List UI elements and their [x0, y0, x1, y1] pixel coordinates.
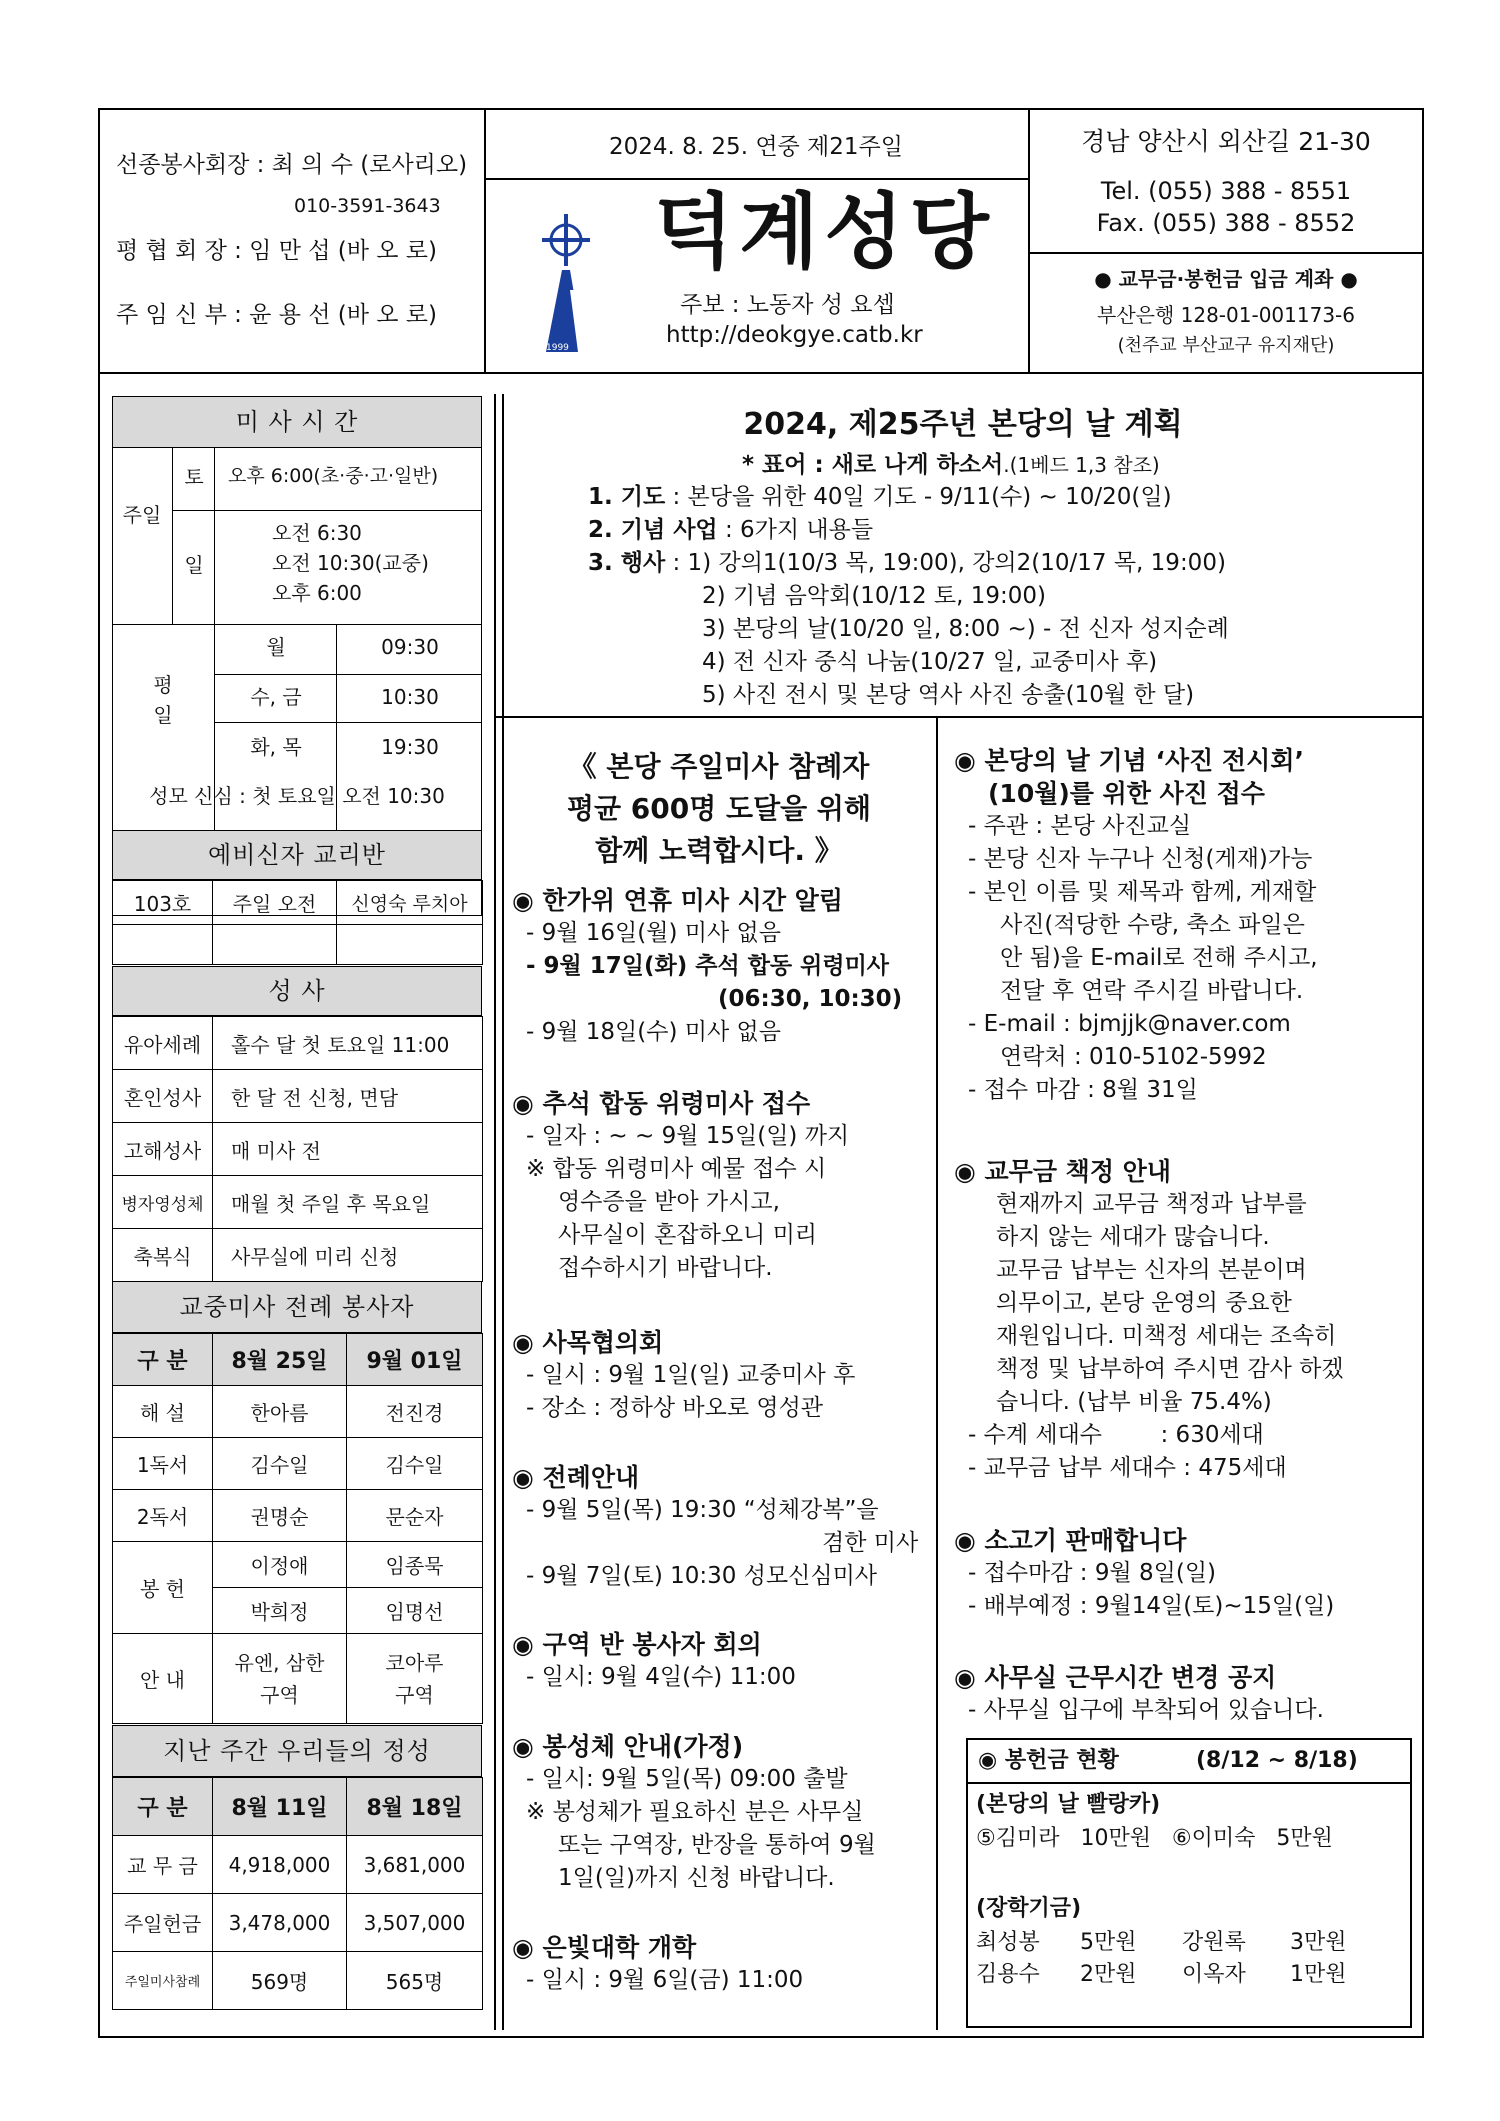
scholarship-amount: 3만원	[1290, 1930, 1347, 1955]
plan-event: 2) 기념 음악회(10/12 토, 19:00)	[702, 583, 1046, 609]
sunday-day-label: 일	[184, 553, 204, 577]
servers-head: 구 분	[113, 1334, 213, 1386]
notice-memorial-mass: ◉ 추석 합동 위령미사 접수 - 일자 : ~ ~ 9월 15일(일) 까지 ※ 합동 위령미사 예물 접수 시 영수증을 받아 가시고, 사무실이 혼잡하오니 미리 접수하시기 바랍니다.	[512, 1089, 850, 1281]
weekday-day: 수, 금	[250, 685, 302, 709]
offering-value: 3,507,000	[347, 1894, 483, 1952]
header-council-president: 평 협 회 장 : 임 만 섭 (바 오 로)	[116, 238, 437, 264]
church-url-link[interactable]: http://deokgye.catb.kr	[666, 322, 923, 348]
weekday-time: 19:30	[381, 735, 439, 759]
sacraments-table	[112, 1016, 483, 1282]
scholarship-amount: 2만원	[1080, 1962, 1137, 1987]
church-logo-icon	[532, 210, 600, 360]
sacrament-name: 축복식	[113, 1229, 213, 1282]
servers-head: 9월 01일	[347, 1334, 483, 1386]
notice-silver-college: ◉ 은빛대학 개학 - 일시 : 9월 6일(금) 11:00	[512, 1933, 804, 1993]
body-divider-left	[494, 394, 496, 2030]
notice-pastoral-council: ◉ 사목협의회 - 일시 : 9월 1일(일) 교중미사 후 - 장소 : 정하상 바오로 영성관	[512, 1328, 856, 1421]
notice-zone-meeting: ◉ 구역 반 봉사자 회의 - 일시: 9월 4일(수) 11:00	[512, 1630, 796, 1690]
server-name: 코아루	[385, 1650, 444, 1675]
weekday-day: 화, 목	[250, 735, 302, 759]
offering-status-period: (8/12 ~ 8/18)	[1196, 1748, 1358, 1773]
sacrament-desc: 사무실에 미리 신청	[213, 1229, 483, 1282]
saturday-label: 토	[184, 465, 204, 489]
catechumen-teacher: 신영숙 루치아	[337, 881, 483, 925]
offering-name: 주일헌금	[113, 1894, 213, 1952]
notice-office-hours: ◉ 사무실 근무시간 변경 공지 - 사무실 입구에 부착되어 있습니다.	[954, 1663, 1324, 1723]
notice-chuseok-mass: ◉ 한가위 연휴 미사 시간 알림 - 9월 16일(월) 미사 없음 - 9월 17일(화) 추석 합동 위령미사 (06:30, 10:30) - 9월 18일(수) 미사 없음	[512, 886, 903, 1045]
server-name: 유엔, 삼한	[234, 1650, 325, 1675]
header-president: 선종봉사회장 : 최 의 수 (로사리오)	[116, 152, 468, 178]
plan-event: 4) 전 신자 중식 나눔(10/27 일, 교중미사 후)	[702, 649, 1158, 675]
server-role: 1독서	[113, 1438, 213, 1490]
church-name-title: 덕계성당	[654, 185, 995, 280]
sunday-label: 주일	[122, 503, 162, 527]
server-name: 임명선	[347, 1588, 483, 1634]
scholarship-amount: 1만원	[1290, 1962, 1347, 1987]
offering-name: 주일미사참례	[113, 1952, 213, 2010]
sacrament-desc: 한 달 전 신청, 면담	[213, 1070, 483, 1123]
sacrament-name: 혼인성사	[113, 1070, 213, 1123]
sacraments-title: 성 사	[112, 966, 482, 1016]
account-number: 부산은행 128-01-001173-6	[1097, 303, 1355, 327]
servers-head: 8월 25일	[213, 1334, 347, 1386]
account-title: ● 교무금·봉헌금 입금 계좌 ●	[1094, 267, 1358, 291]
offering-value: 569명	[213, 1952, 347, 2010]
attendance-slogan: 《 본당 주일미사 참례자 평균 600명 도달을 위해 함께 노력합시다. 》	[566, 750, 872, 867]
server-name: 구역	[260, 1682, 299, 1707]
church-tel: Tel. (055) 388 - 8551	[1100, 177, 1352, 205]
servers-title: 교중미사 전례 봉사자	[112, 1281, 482, 1333]
servers-table	[112, 1333, 483, 1724]
server-role: 안 내	[113, 1634, 213, 1724]
server-name: 문순자	[347, 1490, 483, 1542]
plan-title: 2024, 제25주년 본당의 날 계획	[743, 407, 1183, 442]
notice-liturgy: ◉ 전례안내 - 9월 5일(목) 19:30 “성체강복”을 겸한 미사 - 9월 7일(토) 10:30 성모신심미사	[512, 1463, 919, 1589]
scholarship-name: 이옥자	[1182, 1962, 1246, 1987]
account-holder: (천주교 부산교구 유지재단)	[1117, 335, 1335, 356]
sunday-mass-time: 오후 6:00	[272, 581, 362, 605]
offering-value: 565명	[347, 1952, 483, 2010]
server-role: 해 설	[113, 1386, 213, 1438]
plan-line-project: 2. 기념 사업 : 6가지 내용들	[588, 517, 874, 543]
offerings-head: 8월 11일	[213, 1778, 347, 1836]
server-name: 이정애	[213, 1542, 347, 1588]
header-date: 2024. 8. 25. 연중 제21주일	[609, 134, 903, 160]
plan-event: 5) 사진 전시 및 본당 역사 사진 송출(10월 한 달)	[702, 682, 1195, 708]
plan-motto: * 표어 : 새로 나게 하소서.(1베드 1,3 참조)	[742, 452, 1160, 478]
sacrament-name: 고해성사	[113, 1123, 213, 1176]
feast-gift-title: (본당의 날 빨랑카)	[976, 1792, 1161, 1817]
server-name: 김수일	[347, 1438, 483, 1490]
server-name: 박희정	[213, 1588, 347, 1634]
server-name: 임종묵	[347, 1542, 483, 1588]
header-phone: 010-3591-3643	[294, 195, 441, 217]
weekday-time: 10:30	[381, 685, 439, 709]
scholarship-name: 최성봉	[976, 1930, 1040, 1955]
offering-value: 4,918,000	[213, 1836, 347, 1894]
church-fax: Fax. (055) 388 - 8552	[1096, 209, 1356, 237]
church-address: 경남 양산시 외산길 21-30	[1081, 127, 1371, 156]
notice-photo-exhibition: ◉ 본당의 날 기념 ‘사진 전시회’ (10월)를 위한 사진 접수 - 주관 : 본당 사진교실 - 본당 신자 누구나 신청(게재)가능 - 본인 이름 및 제목과 함께, 게재할 사진(적당한 수량, 축소 파일은 안 됨)을 E-mail로 전해 주시고, 전달 후 연락 주시길 바랍니다. - E-mail : bjmjjk@naver.com 연락처 : 010-5102-5992 - 접수 마감 : 8월 31일	[954, 746, 1318, 1103]
server-role: 봉 헌	[113, 1542, 213, 1634]
server-name: 구역	[395, 1682, 434, 1707]
scholarship-amount: 5만원	[1080, 1930, 1137, 1955]
catechumen-time: 주일 오전	[213, 881, 337, 925]
scholarship-title: (장학기금)	[976, 1896, 1082, 1921]
marian-devotion: 성모 신심 : 첫 토요일 오전 10:30	[149, 784, 445, 808]
weekday-day: 월	[266, 635, 286, 659]
catechumen-table	[112, 880, 483, 965]
weekday-label: 평일	[153, 673, 173, 727]
sacrament-desc: 매월 첫 주일 후 목요일	[213, 1176, 483, 1229]
catechumen-room: 103호	[113, 881, 213, 925]
notice-church-dues: ◉ 교무금 책정 안내 현재까지 교무금 책정과 납부를 하지 않는 세대가 많습니다. 교무금 납부는 신자의 본분이며 의무이고, 본당 운영의 중요한 재원입니다. 미책정 세대는 조속히 책정 및 납부하여 주시면 감사 하겠 습니다. (납부 비율 75.4%) - 수계 세대수 : 630세대 - 교무금 납부 세대수 : 475세대	[954, 1157, 1344, 1481]
server-name: 전진경	[347, 1386, 483, 1438]
sacrament-desc: 매 미사 전	[213, 1123, 483, 1176]
server-name: 한아름	[213, 1386, 347, 1438]
plan-event: 3) 본당의 날(10/20 일, 8:00 ~) - 전 신자 성지순례	[702, 616, 1229, 642]
header-divider	[98, 372, 1424, 374]
offering-value: 3,681,000	[347, 1836, 483, 1894]
offerings-title: 지난 주간 우리들의 정성	[112, 1725, 482, 1777]
weekday-time: 09:30	[381, 635, 439, 659]
sunday-mass-time: 오전 6:30	[272, 521, 362, 545]
offering-value: 3,478,000	[213, 1894, 347, 1952]
plan-line-events: 3. 행사 : 1) 강의1(10/3 목, 19:00), 강의2(10/17 목, 19:00)	[588, 550, 1226, 576]
offerings-table	[112, 1777, 483, 2010]
sacrament-name: 병자영성체	[113, 1176, 213, 1229]
offering-status-title: ◉ 봉헌금 현황	[978, 1748, 1119, 1773]
patron-saint: 주보 : 노동자 성 요셉	[680, 292, 895, 318]
server-role: 2독서	[113, 1490, 213, 1542]
notice-home-communion: ◉ 봉성체 안내(가정) - 일시: 9월 5일(목) 09:00 출발 ※ 봉성체가 필요하신 분은 사무실 또는 구역장, 반장을 통하여 9월 1일(일)까지 신청 바랍니다.	[512, 1732, 876, 1891]
body-divider-center	[936, 716, 938, 2030]
offerings-head: 8월 18일	[347, 1778, 483, 1836]
server-name: 김수일	[213, 1438, 347, 1490]
scholarship-name: 강원록	[1182, 1930, 1246, 1955]
header-pastor: 주 임 신 부 : 윤 용 선 (바 오 로)	[116, 302, 437, 328]
scholarship-name: 김용수	[976, 1962, 1040, 1987]
mass-times-title: 미 사 시 간	[112, 396, 482, 448]
sunday-mass-time: 오전 10:30(교중)	[272, 551, 429, 575]
offerings-head: 구 분	[113, 1778, 213, 1836]
feast-gift-list: ⑤김미라 10만원 ⑥이미숙 5만원	[976, 1826, 1333, 1851]
sacrament-name: 유아세례	[113, 1017, 213, 1070]
notice-beef-sale: ◉ 소고기 판매합니다 - 접수마감 : 9월 8일(일) - 배부예정 : 9월14일(토)~15일(일)	[954, 1526, 1335, 1619]
catechumen-title: 예비신자 교리반	[112, 830, 482, 880]
plan-line-prayer: 1. 기도 : 본당을 위한 40일 기도 - 9/11(수) ~ 10/20(일)	[588, 484, 1172, 510]
server-name: 권명순	[213, 1490, 347, 1542]
saturday-mass-time: 오후 6:00(초·중·고·일반)	[228, 465, 439, 487]
svg-text:1999: 1999	[546, 343, 569, 353]
offering-name: 교 무 금	[113, 1836, 213, 1894]
sacrament-desc: 홀수 달 첫 토요일 11:00	[213, 1017, 483, 1070]
